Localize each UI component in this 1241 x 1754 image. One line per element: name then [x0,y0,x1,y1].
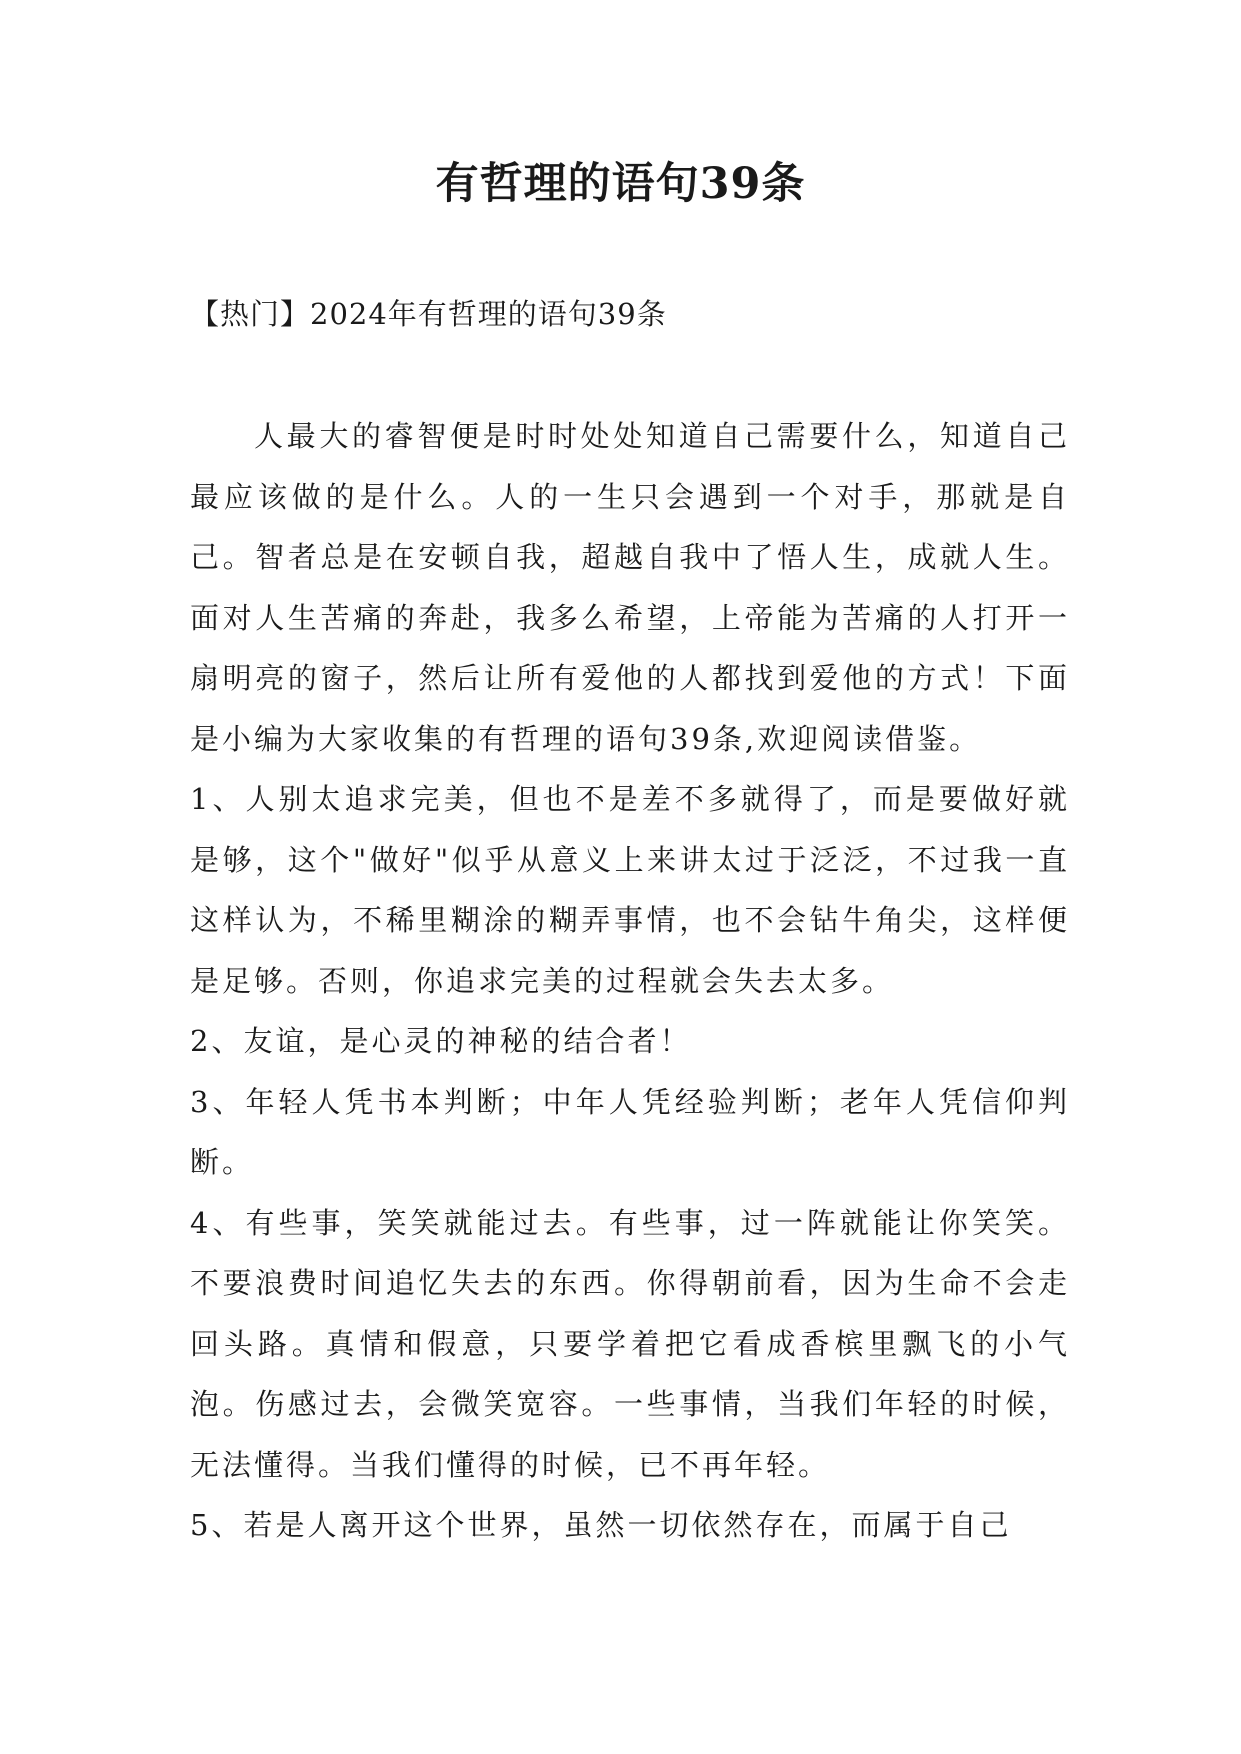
document-title: 有哲理的语句39条 [435,159,806,209]
list-item: 1、人别太追求完美，但也不是差不多就得了，而是要做好就是够，这个"做好"似乎从意义上来讲太过于泛泛，不过我一直这样认为，不稀里糊涂的糊弄事情，也不会钻牛角尖，这样便是足够。否则，你追求完美的过程就会失去太多。 [190,782,1070,998]
list-item: 4、有些事，笑笑就能过去。有些事，过一阵就能让你笑笑。不要浪费时间追忆失去的东西。你得朝前看，因为生命不会走回头路。真情和假意，只要学着把它看成香槟里飘飞的小气泡。伤感过去，会微笑宽容。一些事情，当我们年轻的时候，无法懂得。当我们懂得的时候，已不再年轻。 [190,1205,1070,1482]
document-subtitle: 【热门】2024年有哲理的语句39条 [190,297,667,331]
intro-paragraph: 人最大的睿智便是时时处处知道自己需要什么，知道自己最应该做的是什么。人的一生只会遇到一个对手，那就是自己。智者总是在安顿自我，超越自我中了悟人生，成就人生。面对人生苦痛的奔赴，我多么希望，上帝能为苦痛的人打开一扇明亮的窗子，然后让所有爱他的人都找到爱他的方式！下面是小编为大家收集的有哲理的语句39条,欢迎阅读借鉴。 [190,419,1070,756]
list-item: 5、若是人离开这个世界，虽然一切依然存在，而属于自己 [190,1508,1012,1542]
document-body [190,406,1070,1556]
list-item: 3、年轻人凭书本判断；中年人凭经验判断；老年人凭信仰判断。 [190,1084,1070,1179]
list-item: 2、友谊，是心灵的神秘的结合者！ [190,1024,692,1058]
